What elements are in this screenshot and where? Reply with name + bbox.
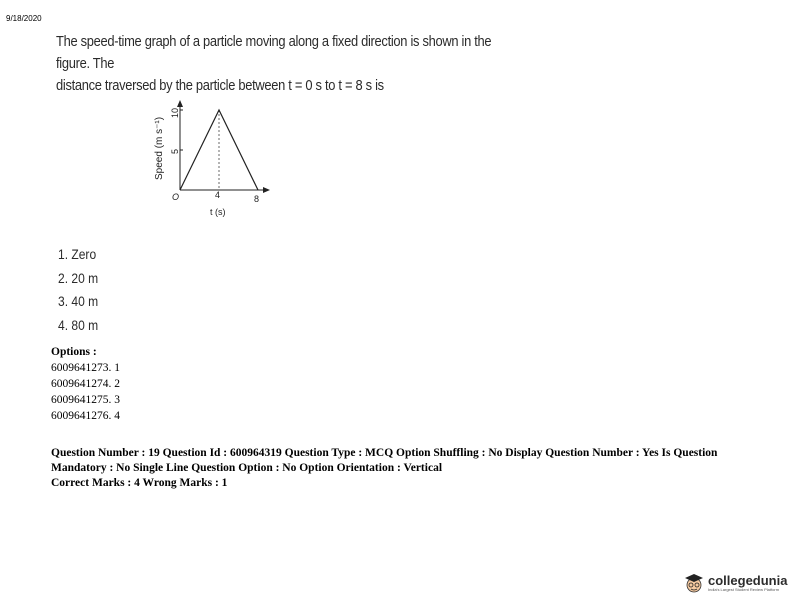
y-tick-label: 5 bbox=[170, 148, 180, 154]
option-id: 6009641273. 1 bbox=[51, 362, 120, 374]
logo-text: collegedunia bbox=[708, 572, 788, 588]
option-id: 6009641274. 2 bbox=[51, 378, 120, 390]
graduate-mascot-icon bbox=[683, 572, 705, 594]
option-id: 6009641275. 3 bbox=[51, 394, 120, 406]
y-axis-label: Speed (m s⁻¹) bbox=[154, 116, 165, 180]
question-info-line-3: Correct Marks : 4 Wrong Marks : 1 bbox=[51, 477, 228, 489]
options-heading: Options : bbox=[51, 346, 97, 358]
x-axis-arrow-icon bbox=[263, 187, 270, 193]
speed-time-graph bbox=[148, 98, 278, 228]
question-text bbox=[56, 31, 520, 97]
logo-tagline: India's Largest Student Review Platform bbox=[708, 586, 780, 592]
answer-option: 3. 40 m bbox=[58, 293, 99, 309]
options-meta bbox=[51, 344, 120, 424]
collegedunia-logo[interactable] bbox=[683, 572, 787, 594]
question-info-line-1: Question Number : 19 Question Id : 600964319 Question Type : MCQ Option Shuffling : No Display Question Number : Yes Is Question bbox=[51, 447, 718, 459]
x-tick-label: 8 bbox=[254, 194, 260, 204]
origin-label: O bbox=[172, 192, 180, 202]
answer-option: 1. Zero bbox=[58, 246, 97, 262]
answer-option: 4. 80 m bbox=[58, 316, 99, 333]
answer-option: 2. 20 m bbox=[58, 269, 99, 286]
question-info-line-2: Mandatory : No Single Line Question Option : No Option Orientation : Vertical bbox=[51, 462, 443, 474]
print-date: 9/18/2020 bbox=[6, 14, 42, 23]
answer-options bbox=[58, 244, 98, 338]
question-info bbox=[51, 446, 771, 491]
option-id: 6009641276. 4 bbox=[51, 410, 120, 422]
question-line-2: distance traversed by the particle between t = 0 s to t = 8 s is bbox=[56, 77, 384, 94]
speed-time-graph-svg bbox=[148, 98, 278, 223]
y-axis-arrow-icon bbox=[177, 100, 183, 107]
x-tick-label: 4 bbox=[215, 190, 221, 200]
question-line-1: The speed-time graph of a particle moving along a fixed direction is shown in the figure. The bbox=[56, 33, 492, 72]
x-axis-label: t (s) bbox=[210, 207, 226, 217]
y-tick-label: 10 bbox=[170, 107, 180, 118]
